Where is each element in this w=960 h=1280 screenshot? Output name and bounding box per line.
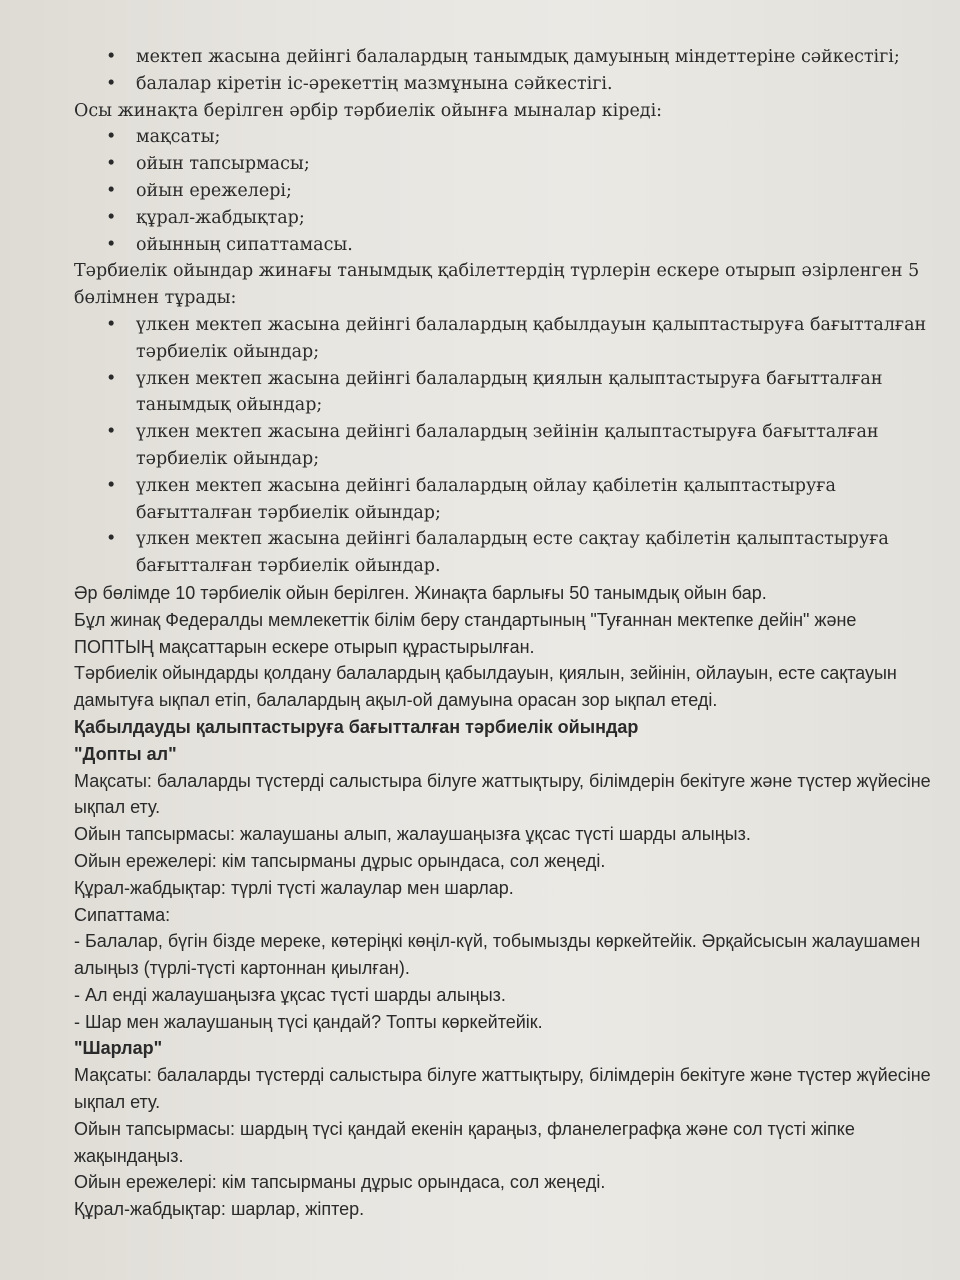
dialogue-line: - Ал енді жалаушаңызға ұқсас түсті шарды алыңыз.	[74, 984, 506, 1005]
game-title: "Допты ал"	[74, 743, 177, 764]
list-item: • ойынның сипаттамасы.	[106, 234, 353, 255]
list-item: • үлкен мектеп жасына дейінгі балалардың ойлау қабілетін қалыптастыруға бағытталған тәрбиелік ойындар;	[106, 475, 836, 523]
list-item: • мектеп жасына дейінгі балалардың танымдық дамуының міндеттеріне сәйкестігі;	[106, 47, 900, 67]
paragraph: Әр бөлімде 10 тәрбиелік ойын берілген. Жинақта барлығы 50 танымдық ойын бар.	[74, 582, 767, 603]
game-goal: Мақсаты: балаларды түстерді салыстыра білуге жаттықтыру, білімдерін бекітуге және түстер жүйесіне ықпал ету.	[74, 770, 931, 818]
list-item: • үлкен мектеп жасына дейінгі балалардың зейінін қалыптастыруға бағытталған тәрбиелік ойындар;	[106, 422, 879, 469]
list-item: • үлкен мектеп жасына дейінгі балалардың қиялын қалыптастыруға бағытталған танымдық ойындар;	[106, 368, 883, 416]
list-item: • құрал-жабдықтар;	[106, 207, 305, 228]
list-item: • үлкен мектеп жасына дейінгі балалардың қабылдауын қалыптастыруға бағытталған тәрбиелік ойындар;	[106, 314, 927, 362]
dialogue-line: - Шар мен жалаушаның түсі қандай? Топты көркейтейік.	[74, 1011, 543, 1032]
paragraph: Тәрбиелік ойындарды қолдану балалардың қабылдауын, қиялын, зейінін, ойлауын, есте сақтауын дамытуға ықпал етіп, балалардың ақыл-ой дамуына орасан зор ықпал етеді.	[74, 663, 897, 711]
game-description-label: Сипаттама:	[74, 904, 171, 925]
list-item: • ойын ережелері;	[106, 180, 292, 201]
paragraph: Тәрбиелік ойындар жинағы танымдық қабілеттердің түрлерін ескере отырып әзірленген 5 бөлімнен тұрады:	[74, 261, 920, 309]
section-heading: Қабылдауды қалыптастыруға бағытталған тәрбиелік ойындар	[74, 716, 639, 737]
list-item: • үлкен мектеп жасына дейінгі балалардың есте сақтау қабілетін қалыптастыруға бағытталған тәрбиелік ойындар.	[106, 529, 889, 577]
list-item: • ойын тапсырмасы;	[106, 154, 310, 175]
game-equipment: Құрал-жабдықтар: түрлі түсті жалаулар мен шарлар.	[74, 877, 514, 898]
game-equipment: Құрал-жабдықтар: шарлар, жіптер.	[74, 1199, 365, 1220]
game-rules: Ойын ережелері: кім тапсырманы дұрыс орындаса, сол жеңеді.	[74, 1172, 606, 1193]
criteria-list	[74, 44, 934, 98]
game-goal: Мақсаты: балаларды түстерді салыстыра білуге жаттықтыру, білімдерін бекітуге және түстер жүйесіне ықпал ету.	[74, 1065, 931, 1113]
dialogue-line: - Балалар, бүгін бізде мереке, көтеріңкі көңіл-күй, тобымызды көркейтейік. Әрқайсысын жалаушамен алыңыз (түрлі-түсті картоннан қиылған).	[74, 931, 921, 979]
game-task: Ойын тапсырмасы: шардың түсі қандай екенін қараңыз, фланелеграфқа және сол түсті жіпке жақындаңыз.	[74, 1118, 855, 1166]
list-item: • балалар кіретін іс-әрекеттің мазмұнына сәйкестігі.	[106, 73, 613, 94]
list-item: • мақсаты;	[106, 127, 221, 148]
game-rules: Ойын ережелері: кім тапсырманы дұрыс орындаса, сол жеңеді.	[74, 850, 606, 871]
paragraph: Бұл жинақ Федералды мемлекеттік білім беру стандартының "Туғаннан мектепке дейін" және ПОПТЫҢ мақсаттарын ескере отырып құрастырылған.	[74, 609, 857, 657]
game-task: Ойын тапсырмасы: жалаушаны алып, жалаушаңызға ұқсас түсті шарды алыңыз.	[74, 824, 751, 845]
includes-list	[74, 124, 934, 258]
sections-list	[74, 312, 934, 580]
document-body	[74, 44, 934, 1223]
game-title: "Шарлар"	[74, 1038, 163, 1059]
paragraph: Осы жинақта берілген әрбір тәрбиелік ойынға мыналар кіреді:	[74, 100, 663, 121]
